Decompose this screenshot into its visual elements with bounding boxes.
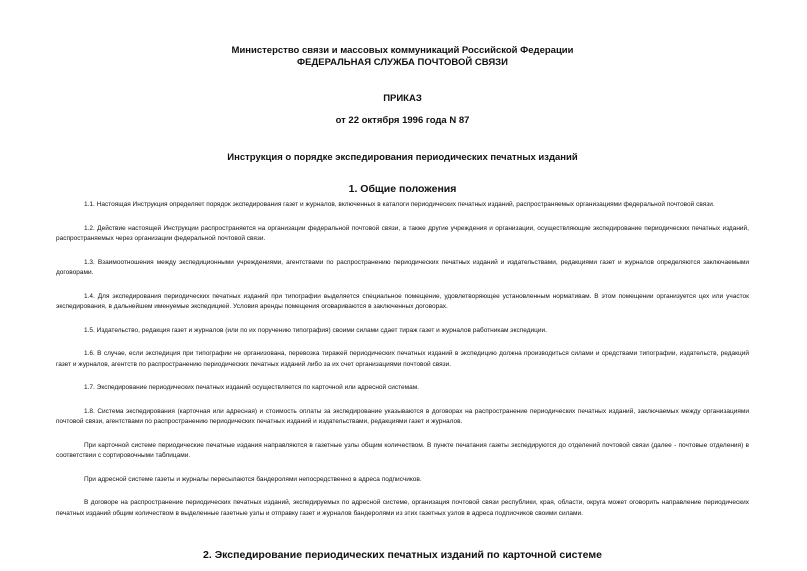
service-name: ФЕДЕРАЛЬНАЯ СЛУЖБА ПОЧТОВОЙ СВЯЗИ (297, 57, 508, 68)
paragraph-1-2: 1.2. Действие настоящей Инструкции распространяется на организации федеральной почтовой связи, а также другие учреждения и организации, осуществляющие экспедирование периодических печатных изданий, распространяемых через организации федеральной почтовой связи. (56, 224, 749, 242)
document-header (56, 45, 749, 69)
paragraph-1-1: 1.1. Настоящая Инструкция определяет порядок экспедирования газет и журналов, включенных в каталоги периодических печатных изданий, распространяемых организациями федеральной почтовой связи. (84, 201, 715, 208)
paragraph-1-4: 1.4. Для экспедирования периодических печатных изданий при типографии выделяется специальное помещение, удовлетворяющее установленным нормативам. В этом помещении организуется цех или участок экспедирования, в дальнейшем именуемые экспедицией. Условия аренды помещения оговариваются в заключенных договорах. (56, 292, 749, 310)
document-page (56, 40, 749, 562)
paragraph-card-system: При карточной системе периодические печатные издания направляются в газетные узлы общим количеством. В пункте печатания газеты экспедируются до отделений почтовой связи (далее - почтовые отделения) в соответствии с сортировочными таблицами. (56, 441, 749, 459)
paragraph-contract: В договоре на распространение периодических печатных изданий, экспедируемых по адресной системе, организация почтовой связи республики, края, области, округа может оговорить направление периодических печатных изданий общим количеством в выделенные газетные узлы и отправку газет и журналов бандеролями из этих газетных узлов в адреса подписчиков своими силами. (56, 499, 749, 517)
paragraph-1-3: 1.3. Взаимоотношения между экспедиционными учреждениями, агентствами по распространению периодических печатных изданий и издательствами, редакциями газет и журналов определяются заключаемыми договорами. (56, 258, 749, 276)
section-1-body (56, 200, 749, 519)
document-date: от 22 октября 1996 года N 87 (335, 115, 470, 126)
paragraph-1-6: 1.6. В случае, если экспедиция при типографии не организована, перевозка тиражей периодических печатных изданий в экспедицию должна производиться силами и средствами типографии, издательств, редакций газет и журналов, агентств по распространению периодических печатных изданий либо за их счет организациями почтовой связи. (56, 350, 749, 368)
document-type: ПРИКАЗ (383, 93, 422, 104)
document-title: Инструкция о порядке экспедирования периодических печатных изданий (227, 152, 578, 163)
paragraph-1-7: 1.7. Экспедирование периодических печатных изданий осуществляется по карточной или адресной системам. (84, 384, 419, 391)
paragraph-address-system: При адресной системе газеты и журналы пересылаются бандеролями непосредственно в адреса подписчиков. (84, 475, 422, 483)
paragraph-1-8: 1.8. Система экспедирования (карточная или адресная) и стоимость оплаты за экспедирование указываются в договорах на распространение периодических печатных изданий, заключаемых между организациями почтовой связи, агентствами по распространению периодических печатных изданий и издательствами, редакциями газет и журналов. (56, 407, 749, 425)
paragraph-1-5: 1.5. Издательство, редакция газет и журналов (или по их поручению типография) своими силами сдает тираж газет и журналов работникам экспедиции. (84, 326, 547, 334)
section-1-heading: 1. Общие положения (348, 183, 457, 195)
ministry-name: Министерство связи и массовых коммуникаций Российской Федерации (231, 45, 574, 56)
section-2-heading: 2. Экспедирование периодических печатных изданий по карточной системе (203, 549, 602, 561)
